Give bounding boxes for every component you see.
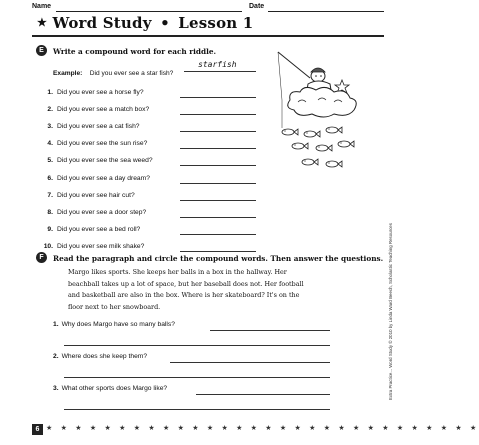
riddle-text: Did you ever see a bed roll? [57, 225, 141, 233]
question-3-answer-line-a[interactable] [196, 394, 330, 395]
riddle-text: Did you ever see a match box? [57, 106, 150, 114]
riddle-text: Did you ever see a day dream? [57, 174, 150, 182]
page-title [37, 14, 253, 32]
title-underline [32, 35, 384, 37]
riddle-answer-line[interactable] [180, 234, 256, 235]
riddle-answer-line[interactable] [180, 217, 256, 218]
question-2: 2. Where does she keep them? [53, 353, 148, 360]
example-label: Example: [53, 70, 83, 77]
riddle-answer-line[interactable] [180, 131, 256, 132]
fisherman-illustration [268, 50, 388, 180]
name-label: Name [32, 3, 52, 10]
riddle-number: 8. [47, 208, 53, 216]
riddle-number: 2. [47, 106, 53, 114]
riddle-answer-line[interactable] [180, 251, 256, 252]
riddle-number: 10. [43, 242, 53, 250]
riddle-item [40, 123, 140, 130]
riddle-answer-line[interactable] [180, 114, 256, 115]
riddle-text: Did you ever see the sun rise? [57, 140, 148, 148]
section-e-instruction: Write a compound word for each riddle. [53, 47, 217, 56]
riddle-answer-line[interactable] [180, 183, 256, 184]
question-3: 3. What other sports does Margo like? [53, 385, 168, 392]
riddle-item [40, 175, 150, 182]
riddle-item [40, 106, 149, 113]
section-f-instruction: Read the paragraph and circle the compound words. Then answer the questions. [53, 254, 384, 263]
question-1-answer-line-a[interactable] [210, 330, 330, 331]
riddle-item [40, 226, 140, 233]
example-answer-line [184, 71, 256, 72]
riddle-text: Did you ever see a horse fly? [57, 89, 144, 96]
date-field[interactable] [268, 11, 384, 12]
question-3-answer-line-b[interactable] [64, 409, 330, 410]
riddle-item [40, 157, 153, 164]
riddle-text: Did you ever see a door step? [57, 208, 147, 216]
riddle-number: 6. [47, 174, 53, 182]
riddle-number: 9. [47, 225, 53, 233]
riddle-answer-line[interactable] [180, 148, 256, 149]
riddle-number: 5. [47, 157, 53, 165]
riddle-item [40, 140, 147, 147]
title-separator: • [160, 14, 170, 32]
name-field[interactable] [56, 11, 242, 12]
riddle-item [40, 243, 144, 250]
paragraph-line: floor next to her snowboard. [68, 302, 161, 311]
riddle-answer-line[interactable] [180, 200, 256, 201]
footer-stars: ★ ★ ★ ★ ★ ★ ★ ★ ★ ★ ★ ★ ★ ★ ★ ★ ★ ★ ★ ★ ★ ★ ★ ★ ★ ★ ★ ★ ★ ★ [46, 425, 479, 432]
question-1-answer-line-b[interactable] [64, 345, 330, 346]
riddle-number: 4. [47, 140, 53, 148]
question-2-answer-line-a[interactable] [170, 362, 330, 363]
riddle-answer-line[interactable] [180, 97, 256, 98]
example-question: Did you ever see a star fish? [89, 70, 174, 77]
example-row [53, 62, 173, 80]
section-e-badge: E [36, 45, 47, 56]
title-lesson: Lesson 1 [178, 14, 254, 32]
paragraph-line: and basketball are also in the box. Where is her skateboard? It's on the [68, 291, 300, 299]
example-answer: starfish [198, 60, 237, 69]
copyright-side-note: Extra Practice... Word Study © 2010 by Linda Ward Beech, Scholastic Teaching Resources [388, 223, 393, 400]
riddle-number: 1. [47, 89, 53, 96]
riddle-text: Did you ever see milk shake? [57, 242, 145, 250]
section-f-badge: F [36, 252, 47, 263]
riddle-number: 3. [47, 123, 53, 131]
question-2-answer-line-b[interactable] [64, 377, 330, 378]
riddle-item [40, 192, 135, 199]
riddle-text: Did you ever see hair cut? [57, 191, 135, 199]
riddle-text: Did you ever see the sea weed? [57, 157, 153, 165]
paragraph-line: Margo likes sports. She keeps her balls in a box in the hallway. Her [68, 268, 287, 276]
date-label: Date [249, 3, 265, 10]
paragraph-line: beachball takes up a lot of space, but her baseball does not. Her football [68, 279, 304, 288]
title-word-study: Word Study [52, 14, 152, 32]
riddle-item [40, 209, 146, 216]
riddle-item [40, 89, 144, 96]
riddle-text: Did you ever see a cat fish? [57, 123, 140, 131]
riddle-answer-line[interactable] [180, 165, 256, 166]
star-icon: ★ [37, 16, 48, 29]
reading-paragraph [68, 267, 368, 313]
page-number: 6 [32, 424, 43, 435]
riddle-number: 7. [47, 191, 53, 199]
question-1: 1. Why does Margo have so many balls? [53, 321, 175, 328]
